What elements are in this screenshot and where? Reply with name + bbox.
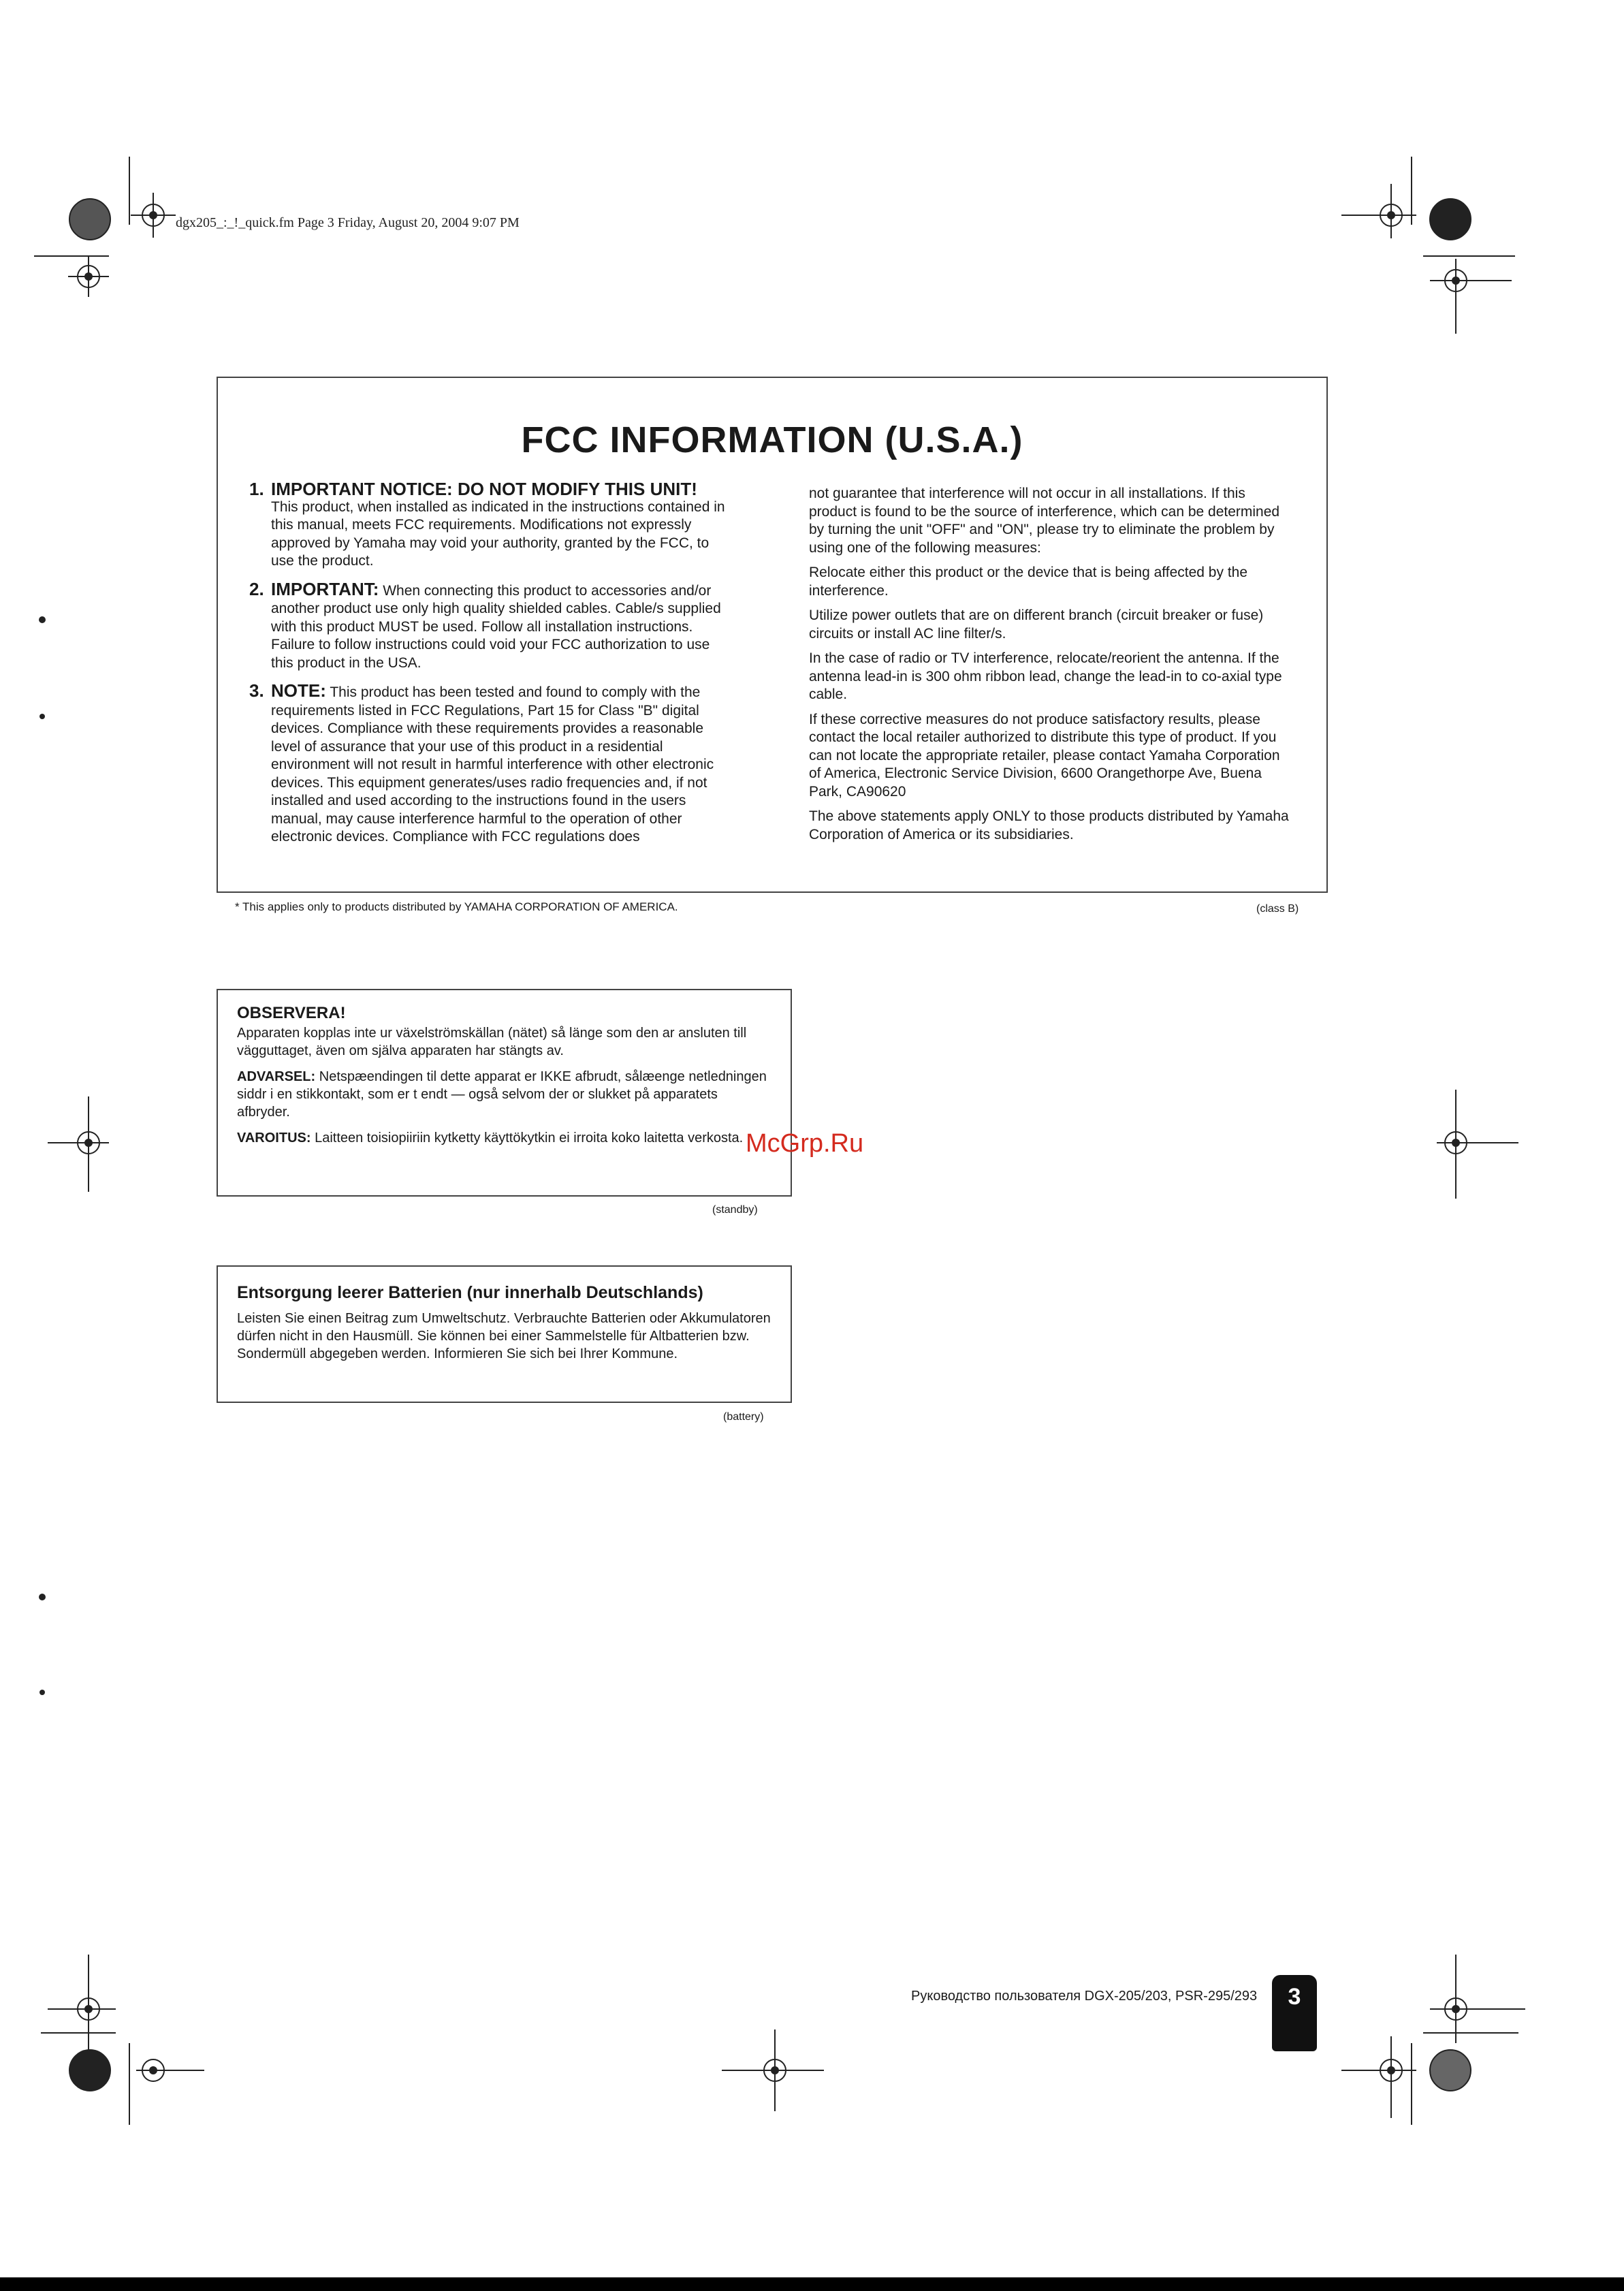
item-text: When connecting this product to accessories and/or another product use only high quality shielded cables. Cable/s supplied with this product MUST be used. Follow all installation instructions. Failure to follow instructions could void your FCC authorization to use this product in the USA.: [271, 582, 721, 671]
item-number: 2.: [249, 578, 264, 599]
item-text: This product has been tested and found to comply with the requirements listed in FCC Regulations, Part 15 for Class "B" digital devices. Compliance with these requirements provides a reasonable level of assurance that your use of this product in a residential environment will not result in harmful interference with other electronic devices. This equipment generates/uses radio frequencies and, if not installed and used according to the instructions found in the users manual, may cause interference harmful to the operation of other electronic devices. Compliance with FCC regulations does: [271, 684, 714, 844]
item-heading: NOTE:: [271, 680, 326, 701]
danish-notice: [237, 1068, 771, 1121]
page-number-tab: 3: [1272, 1975, 1317, 2051]
paragraph: Relocate either this product or the device that is being affected by the interference.: [809, 565, 1248, 599]
registration-target-icon: [1430, 2050, 1471, 2091]
item-text: This product, when installed as indicated in the instructions contained in this manual, meets FCC requirements. Modifications not expressly approved by Yamaha may void your authority, granted by the FCC, to use the product.: [271, 499, 725, 569]
fcc-right-column: [809, 485, 1292, 851]
paragraph: If these corrective measures do not produce satisfactory results, please contact the local retailer authorized to distribute this type of product. If you can not locate the appropriate retailer, please contact Yamaha Corporation of America, Electronic Service Division, 6600 Orangethorpe Ave, Buena Park, CA90620: [809, 711, 1280, 800]
fcc-item-3: [249, 682, 733, 847]
battery-text: Leisten Sie einen Beitrag zum Umweltschutz. Verbrauchte Batterien oder Akkumulatoren dürfen nicht in den Hausmüll. Sie können bei einer Sammelstelle für Altbatterien bzw. Sondermüll abgegeben werden. Informieren Sie sich bei Ihrer Kommune.: [237, 1311, 771, 1361]
bottom-edge-bar: [0, 2277, 1624, 2291]
standby-tag: (standby): [712, 1204, 758, 1216]
registration-target-icon: [69, 2050, 110, 2091]
watermark-link[interactable]: McGrp.Ru: [746, 1129, 864, 1158]
battery-tag: (battery): [723, 1411, 764, 1423]
finnish-label: VAROITUS:: [237, 1131, 311, 1146]
observera-title: OBSERVERA!: [237, 1004, 346, 1022]
item-heading: IMPORTANT NOTICE: DO NOT MODIFY THIS UNIT!: [271, 479, 697, 499]
fcc-footnote: * This applies only to products distributed by YAMAHA CORPORATION OF AMERICA.: [235, 900, 678, 913]
print-slug: dgx205_:_!_quick.fm Page 3 Friday, August 20, 2004 9:07 PM: [176, 215, 520, 230]
finnish-notice: [237, 1129, 771, 1147]
registration-target-icon: [69, 199, 110, 240]
battery-title: Entsorgung leerer Batterien (nur innerhalb Deutschlands): [237, 1283, 703, 1302]
paragraph: Utilize power outlets that are on different branch (circuit breaker or fuse) circuits or install AC line filter/s.: [809, 607, 1264, 642]
item-number: 3.: [249, 680, 264, 701]
battery-box: [217, 1265, 792, 1403]
registration-target-icon: [1430, 199, 1471, 240]
item-heading: IMPORTANT:: [271, 578, 379, 599]
finnish-text: Laitteen toisiopiiriin kytketty käyttökytkin ei irroita koko laitetta verkosta.: [315, 1131, 744, 1146]
page-footer-text: Руководство пользователя DGX-205/203, PSR-295/293: [911, 1989, 1258, 2004]
paragraph: In the case of radio or TV interference, relocate/reorient the antenna. If the antenna lead-in is 300 ohm ribbon lead, change the lead-in to co-axial type cable.: [809, 650, 1282, 702]
fcc-title: FCC INFORMATION (U.S.A.): [521, 420, 1023, 460]
danish-text: Netspæendingen til dette apparat er IKKE afbrudt, sålæenge netledningen siddr i en stikkontakt, som er t endt — også selvom der or slukket på apparatets afbryder.: [237, 1069, 767, 1120]
item-number: 1.: [249, 479, 264, 499]
fcc-item-1: [249, 480, 733, 571]
paragraph: The above statements apply ONLY to those products distributed by Yamaha Corporation of America or its subsidiaries.: [809, 808, 1289, 842]
fcc-item-2: [249, 580, 733, 673]
swedish-notice: Apparaten kopplas inte ur växelströmskällan (nätet) så länge som den ar ansluten till vägguttaget, även om själva apparaten har stängts av.: [237, 1026, 747, 1058]
paragraph: not guarantee that interference will not occur in all installations. If this product is found to be the source of interference, which can be determined by turning the unit "OFF" and "ON", please try to eliminate the problem by using one of the following measures:: [809, 486, 1280, 556]
observera-box: [217, 989, 792, 1197]
class-tag: (class B): [1256, 903, 1299, 915]
danish-label: ADVARSEL:: [237, 1069, 316, 1084]
fcc-information-box: [217, 377, 1328, 893]
